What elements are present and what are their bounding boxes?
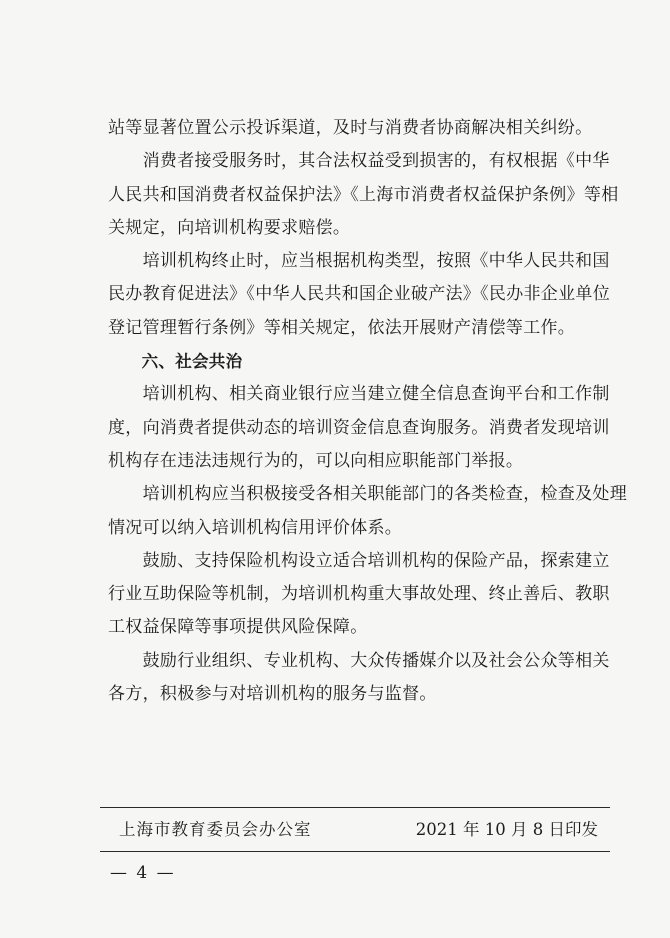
text-line: 度，向消费者提供动态的培训资金信息查询服务。消费者发现培训 [108, 417, 610, 438]
text-line: 鼓励、支持保险机构设立适合培训机构的保险产品，探索建立 [108, 550, 610, 571]
text-line: 情况可以纳入培训机构信用评价体系。 [108, 517, 403, 538]
text-line: 站等显著位置公示投诉渠道，及时与消费者协商解决相关纠纷。 [108, 118, 593, 138]
issuer-name: 上海市教育委员会办公室 [119, 820, 312, 839]
text-line: 行业互助保险等机制，为培训机构重大事故处理、终止善后、教职 [108, 584, 610, 605]
text-line: 人民共和国消费者权益保护法》《上海市消费者权益保护条例》等相 [108, 184, 619, 205]
document-body [108, 112, 627, 711]
text-line: 民办教育促进法》《中华人民共和国企业破产法》《民办非企业单位 [108, 284, 610, 305]
text-line: 消费者接受服务时，其合法权益受到损害的，有权根据《中华 [108, 151, 610, 172]
footer-rule-top [100, 807, 610, 808]
text-line: 各方，积极参与对培训机构的服务与监督。 [108, 684, 437, 705]
text-line: 机构存在违法违规行为的，可以向相应职能部门举报。 [108, 450, 524, 471]
text-line: 关规定，向培训机构要求赔偿。 [108, 217, 351, 238]
page-number: — 4 — [110, 863, 176, 883]
text-line: 培训机构应当积极接受各相关职能部门的各类检查，检查及处理 [108, 484, 627, 505]
footer-rule-bottom [100, 851, 610, 852]
text-line: 培训机构、相关商业银行应当建立健全信息查询平台和工作制 [108, 384, 610, 405]
text-line: 工权益保障等事项提供风险保障。 [108, 617, 368, 638]
text-line: 培训机构终止时，应当根据机构类型，按照《中华人民共和国 [108, 251, 610, 272]
text-line: 登记管理暂行条例》等相关规定，依法开展财产清偿等工作。 [108, 317, 576, 338]
section-heading: 六、社会共治 [108, 352, 243, 372]
issue-date: 2021 年 10 月 8 日印发 [415, 820, 598, 839]
text-line: 鼓励行业组织、专业机构、大众传播媒介以及社会公众等相关 [108, 650, 610, 671]
